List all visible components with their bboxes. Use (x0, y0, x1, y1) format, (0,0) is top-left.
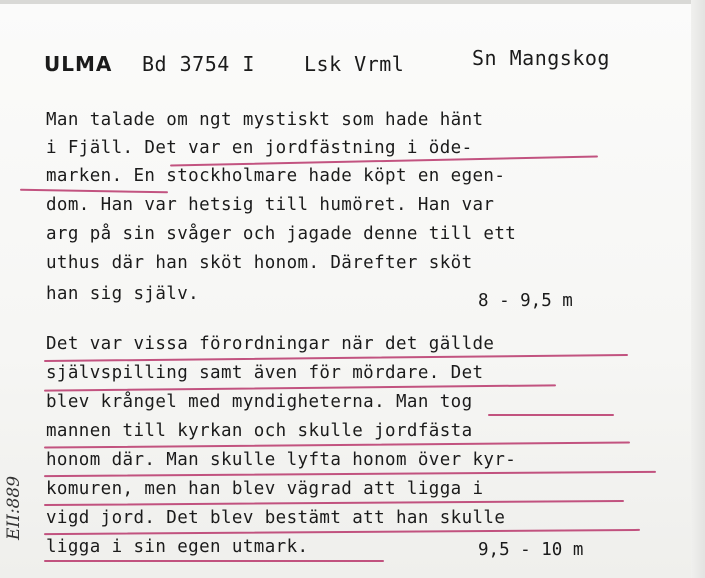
p1-line-7: han sig själv. (46, 284, 200, 304)
p1-line-3: marken. En stockholmare hade köpt en egen- (46, 166, 506, 186)
p1-page-range: 8 - 9,5 m (478, 291, 573, 311)
underline-p2-5 (44, 471, 656, 477)
p2-page-range: 9,5 - 10 m (478, 540, 584, 560)
p2-line-6: komuren, men han blev vägrad att ligga i (46, 479, 484, 499)
underline-p2-1 (44, 354, 628, 362)
underline-p2-7 (44, 529, 640, 535)
p2-line-8: ligga i sin egen utmark. (46, 537, 309, 557)
p1-line-5: arg på sin svåger och jagade denne till ett (46, 224, 517, 244)
underline-p2-3 (488, 414, 614, 416)
province-code: Lsk Vrml (304, 52, 405, 76)
p1-line-2: i Fjäll. Det var en jordfästning i öde- (46, 138, 473, 158)
p2-line-5: honom där. Man skulle lyfta honom över kyr- (46, 450, 517, 470)
archive-name: ULMA (44, 52, 113, 76)
p1-line-4: dom. Han var hetsig till humöret. Han var (46, 195, 495, 215)
volume-number: Bd 3754 I (142, 52, 255, 76)
p2-line-1: Det var vissa förordningar när det gällde (46, 334, 495, 354)
underline-p2-2 (44, 384, 556, 391)
p1-line-6: uthus där han sköt honom. Därefter sköt (46, 253, 473, 273)
p2-line-3: blev krångel med myndigheterna. Man tog (46, 392, 473, 412)
p2-line-2: självspilling samt även för mördare. Det (46, 363, 484, 383)
card-top-edge (0, 0, 705, 4)
underline-p2-4 (44, 441, 630, 448)
card-right-edge (691, 0, 705, 578)
underline-p1-b (20, 189, 168, 193)
archive-side-code: EII:889 (4, 475, 24, 540)
underline-p2-8 (44, 560, 384, 562)
p2-line-4: mannen till kyrkan och skulle jordfästa (46, 421, 473, 441)
p2-line-7: vigd jord. Det blev bestämt att han skulle (46, 508, 506, 528)
parish-name: Sn Mangskog (472, 46, 610, 70)
underline-p2-6 (44, 500, 624, 506)
p1-line-1: Man talade om ngt mystiskt som hade hänt (46, 110, 484, 130)
